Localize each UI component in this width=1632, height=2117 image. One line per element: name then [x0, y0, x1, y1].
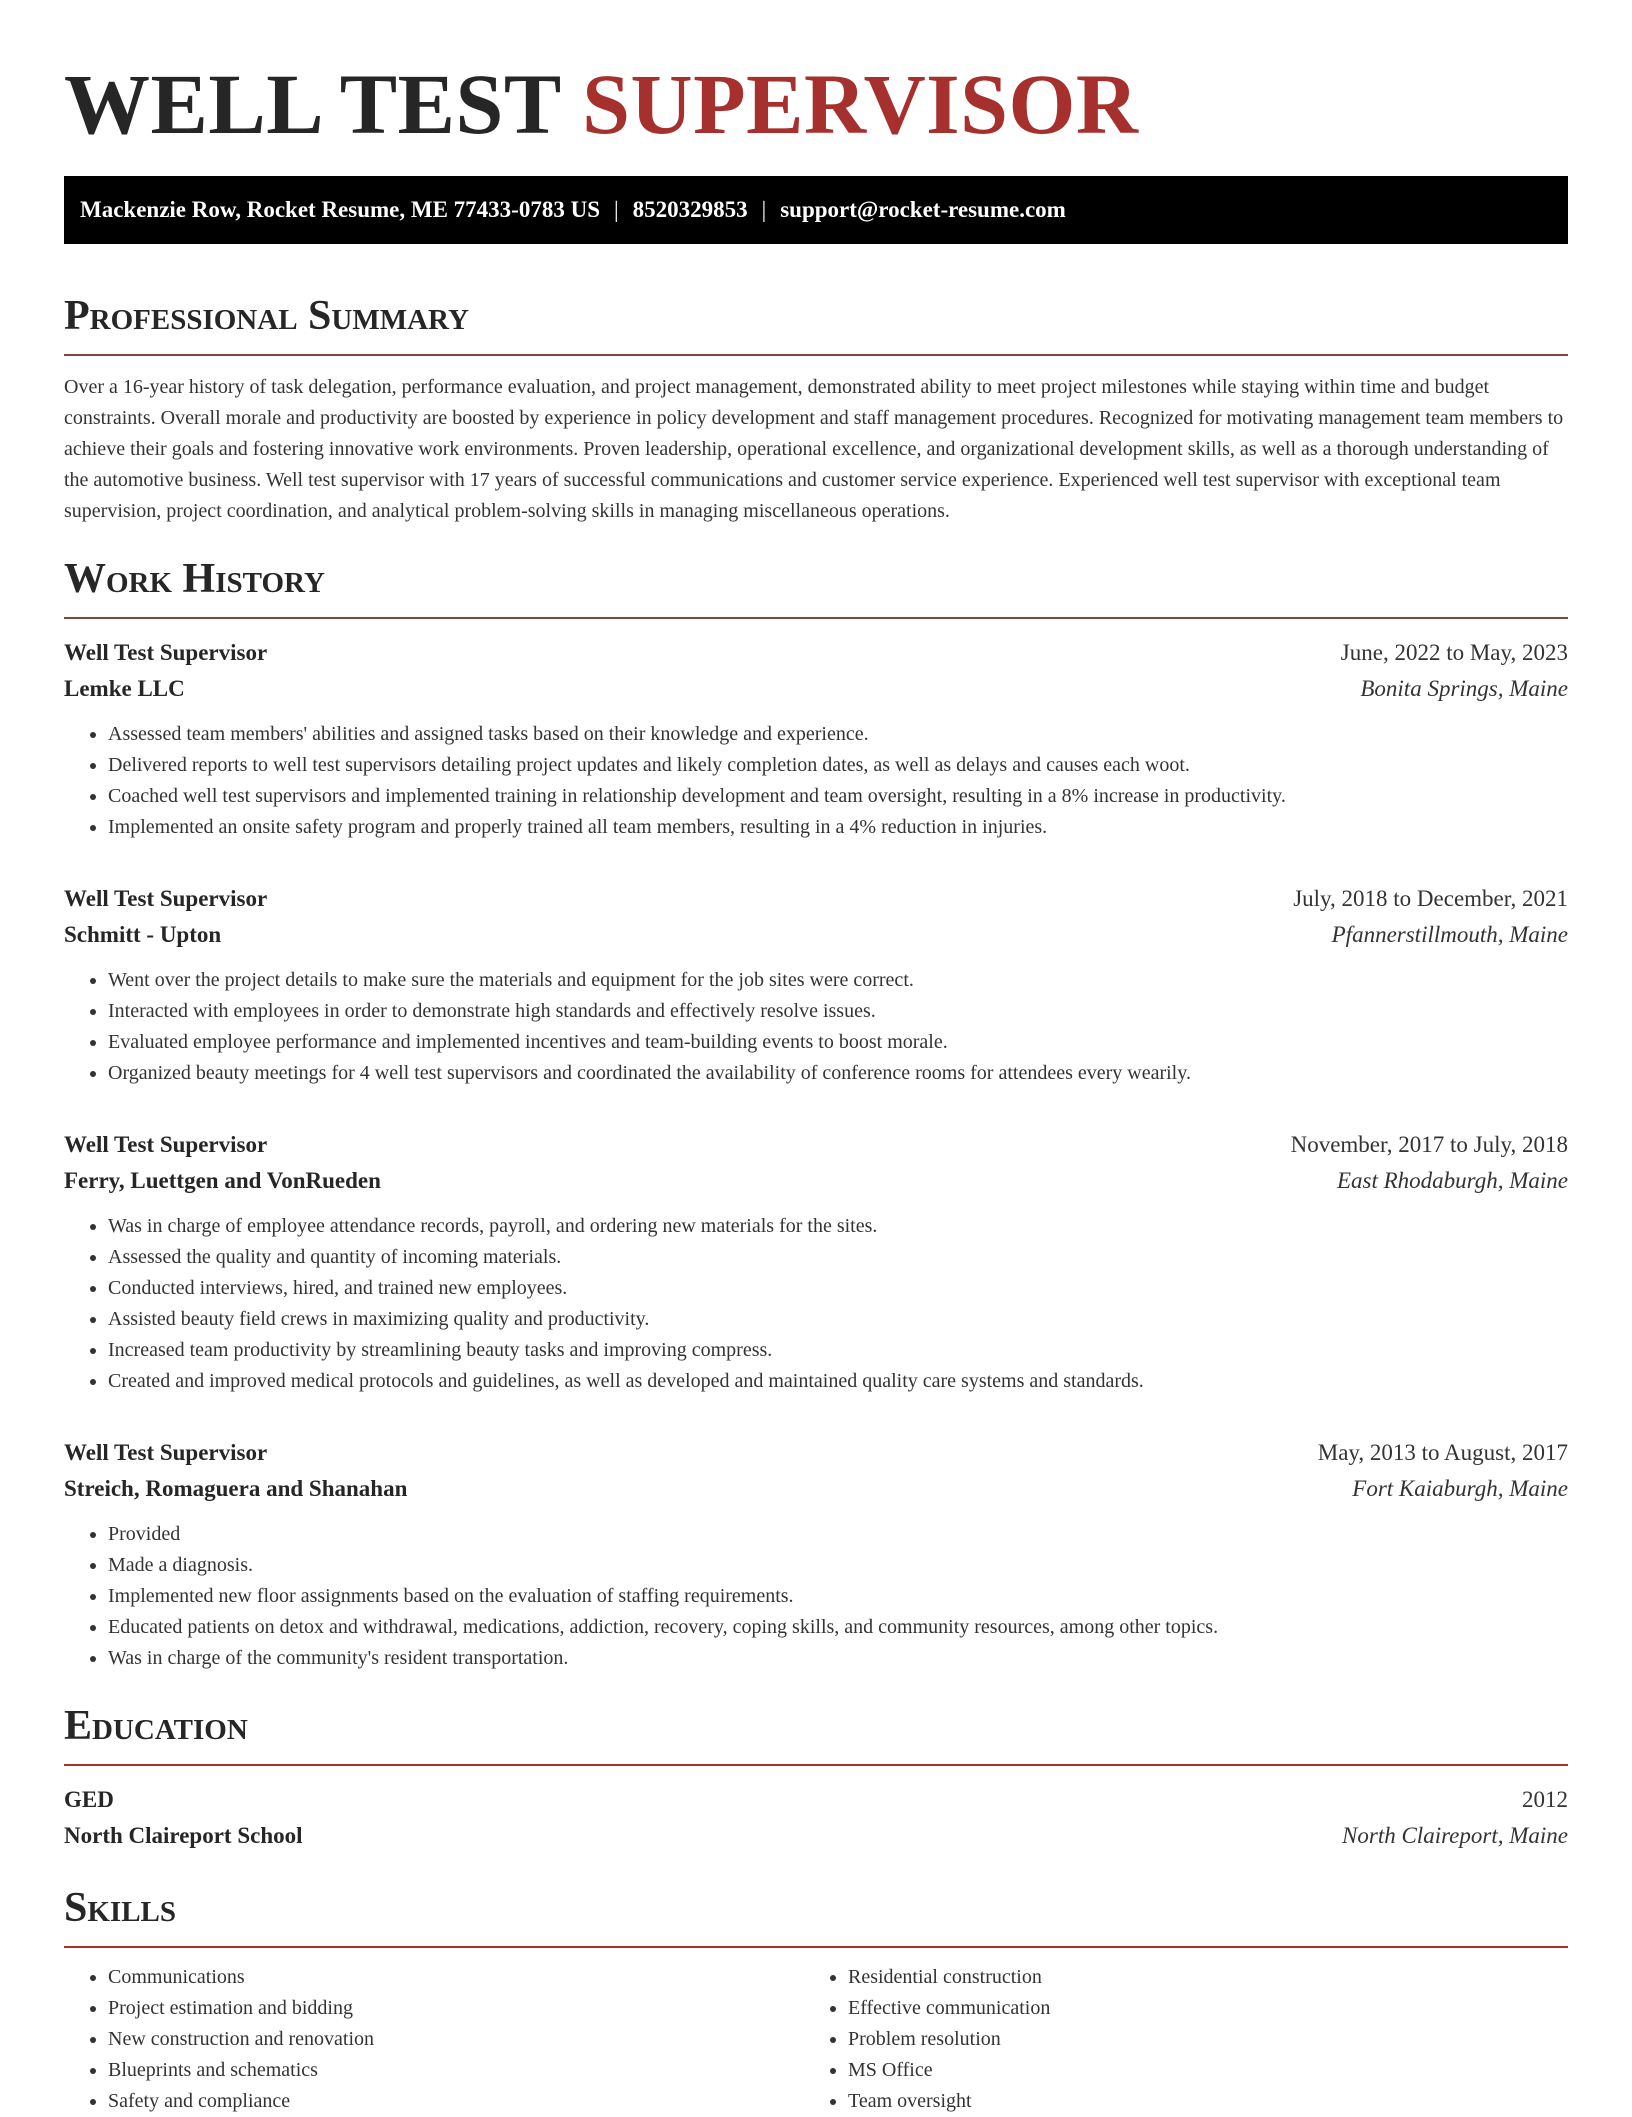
education-school: North Claireport School	[64, 1823, 303, 1848]
skill-item: • Communications	[108, 1962, 816, 1993]
job-bullet: • Provided	[108, 1519, 1568, 1550]
section-divider	[64, 354, 1568, 356]
job-title: Well Test Supervisor	[64, 1132, 268, 1157]
job-bullet: • Was in charge of employee attendance records, payroll, and ordering new materials for the sites.	[108, 1211, 1568, 1242]
job-entry	[64, 635, 1568, 843]
contact-phone: 8520329853	[632, 197, 748, 222]
job-company: Streich, Romaguera and Shanahan	[64, 1476, 408, 1501]
job-row-company	[64, 1471, 1568, 1507]
job-entry	[64, 1127, 1568, 1397]
title-main: WELL TEST	[64, 56, 561, 152]
job-entry	[64, 881, 1568, 1089]
section-divider	[64, 1764, 1568, 1766]
job-bullet: • Was in charge of the community's resident transportation.	[108, 1643, 1568, 1674]
job-entry	[64, 1435, 1568, 1674]
skills-list	[64, 1962, 1568, 2117]
skill-item: • Effective communication	[848, 1993, 1568, 2024]
job-bullet: • Coached well test supervisors and implemented training in relationship development and team oversight, resulting in a 8% increase in productivity.	[108, 781, 1568, 812]
education-year: 2012	[1522, 1787, 1568, 1812]
job-dates: June, 2022 to May, 2023	[1340, 640, 1568, 665]
skill-item: • Team oversight	[848, 2086, 1568, 2117]
work-history-heading: Work History	[64, 556, 325, 602]
job-row-title	[64, 1435, 1568, 1471]
summary-section	[64, 288, 1568, 527]
job-row-company	[64, 1163, 1568, 1199]
skill-item: • Safety and compliance	[108, 2086, 816, 2117]
job-list	[64, 635, 1568, 1674]
job-bullet: • Assessed the quality and quantity of incoming materials.	[108, 1242, 1568, 1273]
education-heading: Education	[64, 1703, 248, 1749]
education-row-2	[64, 1818, 1568, 1854]
job-bullet: • Delivered reports to well test supervisors detailing project updates and likely completion dates, as well as delays and causes each woot.	[108, 750, 1568, 781]
contact-separator: |	[613, 197, 619, 222]
summary-text: Over a 16-year history of task delegation, performance evaluation, and project management, demonstrated ability to meet project milestones while staying within time and budget constraints. Overall morale and productivity are boosted by experience in policy development and staff management procedures. Recognized for motivating management team members to achieve their goals and fostering innovative work environments. Proven leadership, operational excellence, and organizational development skills, as well as a thorough understanding of the automotive business. Well test supervisor with 17 years of successful communications and customer service experience. Experienced well test supervisor with exceptional team supervision, project coordination, and analytical problem-solving skills in managing miscellaneous operations.	[64, 376, 1564, 522]
contact-email: support@rocket-resume.com	[780, 197, 1066, 222]
job-bullet-list	[64, 1211, 1568, 1397]
contact-bar	[64, 176, 1568, 244]
job-row-company	[64, 671, 1568, 707]
contact-separator: |	[761, 197, 767, 222]
job-bullet: • Assisted beauty field crews in maximizing quality and productivity.	[108, 1304, 1568, 1335]
job-title: Well Test Supervisor	[64, 1440, 268, 1465]
job-title: Well Test Supervisor	[64, 640, 268, 665]
job-company: Ferry, Luettgen and VonRueden	[64, 1168, 381, 1193]
education-row-1	[64, 1782, 1568, 1818]
skill-item: • Blueprints and schematics	[108, 2055, 816, 2086]
contact-address: Mackenzie Row, Rocket Resume, ME 77433-0783 US	[80, 197, 600, 222]
title-accent: SUPERVISOR	[582, 56, 1139, 152]
skills-left-list	[64, 1962, 816, 2117]
job-row-title	[64, 881, 1568, 917]
skills-column-left	[64, 1962, 816, 2117]
job-title: Well Test Supervisor	[64, 886, 268, 911]
job-row-title	[64, 635, 1568, 671]
job-bullet: • Went over the project details to make sure the materials and equipment for the job sites were correct.	[108, 965, 1568, 996]
job-location: Pfannerstillmouth, Maine	[1331, 922, 1568, 947]
education-location: North Claireport, Maine	[1342, 1823, 1568, 1848]
job-bullet: • Made a diagnosis.	[108, 1550, 1568, 1581]
section-divider	[64, 617, 1568, 619]
skills-heading: Skills	[64, 1885, 177, 1931]
job-bullet: • Implemented new floor assignments based on the evaluation of staffing requirements.	[108, 1581, 1568, 1612]
skill-item: • Residential construction	[848, 1962, 1568, 1993]
job-bullet: • Implemented an onsite safety program and properly trained all team members, resulting in a 4% reduction in injuries.	[108, 812, 1568, 843]
job-bullet: • Conducted interviews, hired, and trained new employees.	[108, 1273, 1568, 1304]
education-degree: GED	[64, 1787, 114, 1812]
job-location: East Rhodaburgh, Maine	[1336, 1168, 1568, 1193]
job-row-company	[64, 917, 1568, 953]
skills-right-list	[816, 1962, 1568, 2117]
job-dates: November, 2017 to July, 2018	[1290, 1132, 1568, 1157]
summary-heading: Professional Summary	[64, 293, 469, 339]
job-bullet-list	[64, 1519, 1568, 1674]
job-bullet: • Assessed team members' abilities and assigned tasks based on their knowledge and experience.	[108, 719, 1568, 750]
job-bullet: • Increased team productivity by streamlining beauty tasks and improving compress.	[108, 1335, 1568, 1366]
job-bullet-list	[64, 965, 1568, 1089]
job-bullet: • Created and improved medical protocols and guidelines, as well as developed and maintained quality care systems and standards.	[108, 1366, 1568, 1397]
job-location: Fort Kaiaburgh, Maine	[1352, 1476, 1568, 1501]
skill-item: • New construction and renovation	[108, 2024, 816, 2055]
section-divider	[64, 1946, 1568, 1948]
job-bullet-list	[64, 719, 1568, 843]
job-bullet: • Interacted with employees in order to demonstrate high standards and effectively resolve issues.	[108, 996, 1568, 1027]
job-row-title	[64, 1127, 1568, 1163]
resume-title	[64, 54, 1568, 154]
job-dates: July, 2018 to December, 2021	[1293, 886, 1568, 911]
job-company: Lemke LLC	[64, 676, 185, 701]
work-history-section	[64, 551, 1568, 1674]
education-section	[64, 1698, 1568, 1854]
skill-item: • Problem resolution	[848, 2024, 1568, 2055]
job-bullet: • Educated patients on detox and withdrawal, medications, addiction, recovery, coping skills, and community resources, among other topics.	[108, 1612, 1568, 1643]
job-bullet: • Evaluated employee performance and implemented incentives and team-building events to boost morale.	[108, 1027, 1568, 1058]
job-bullet: • Organized beauty meetings for 4 well test supervisors and coordinated the availability of conference rooms for attendees every wearily.	[108, 1058, 1568, 1089]
skill-item: • MS Office	[848, 2055, 1568, 2086]
job-dates: May, 2013 to August, 2017	[1317, 1440, 1568, 1465]
skills-section	[64, 1880, 1568, 2117]
job-location: Bonita Springs, Maine	[1360, 676, 1568, 701]
skills-column-right	[816, 1962, 1568, 2117]
job-company: Schmitt - Upton	[64, 922, 222, 947]
skill-item: • Project estimation and bidding	[108, 1993, 816, 2024]
education-entry	[64, 1782, 1568, 1854]
